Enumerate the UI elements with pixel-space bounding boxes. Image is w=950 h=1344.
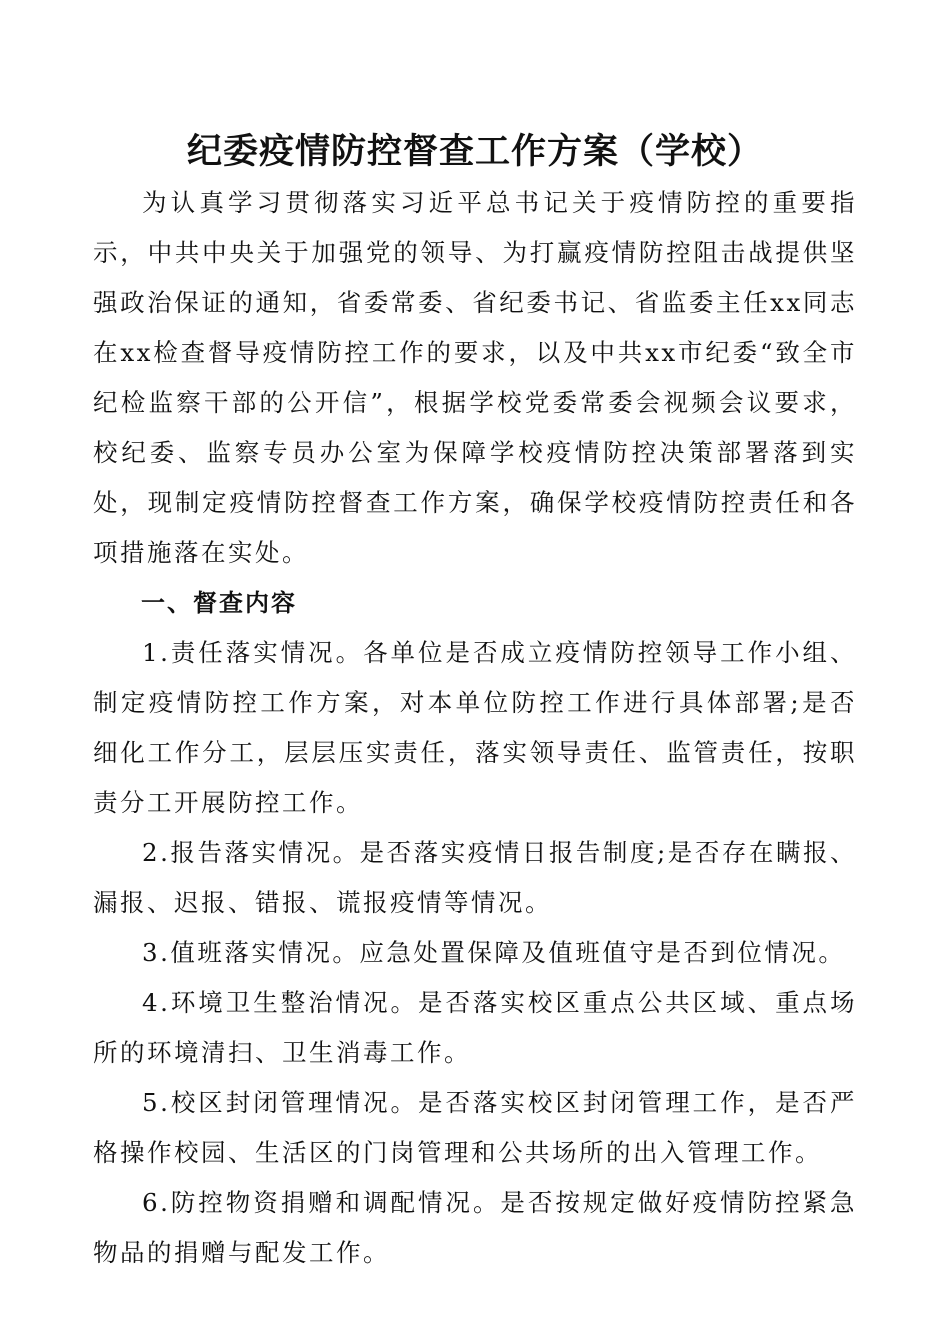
item-supplies: 6.防控物资捐赠和调配情况。是否按规定做好疫情防控紧急物品的捐赠与配发工作。	[93, 1188, 857, 1267]
document-body	[93, 178, 857, 1278]
item-duty: 3.值班落实情况。应急处置保障及值班值守是否到位情况。	[142, 938, 846, 967]
item-reporting: 2.报告落实情况。是否落实疫情日报告制度;是否存在瞒报、漏报、迟报、错报、谎报疫情等情况。	[93, 838, 857, 917]
item-campus-closure: 5.校区封闭管理情况。是否落实校区封闭管理工作，是否严格操作校园、生活区的门岗管理和公共场所的出入管理工作。	[93, 1088, 857, 1167]
intro-paragraph: 为认真学习贯彻落实习近平总书记关于疫情防控的重要指示，中共中央关于加强党的领导、为打赢疫情防控阻击战提供坚强政治保证的通知，省委常委、省纪委书记、省监委主任xx同志在xx检查督导疫情防控工作的要求，以及中共xx市纪委“致全市纪检监察干部的公开信”，根据学校党委常委会视频会议要求，校纪委、监察专员办公室为保障学校疫情防控决策部署落到实处，现制定疫情防控督查工作方案，确保学校疫情防控责任和各项措施落在实处。	[93, 188, 857, 567]
item-environment: 4.环境卫生整治情况。是否落实校区重点公共区域、重点场所的环境清扫、卫生消毒工作。	[93, 988, 857, 1067]
document-title: 纪委疫情防控督查工作方案（学校）	[186, 132, 763, 172]
section-heading-inspection-content: 一、督查内容	[141, 589, 297, 617]
item-responsibility: 1.责任落实情况。各单位是否成立疫情防控领导工作小组、制定疫情防控工作方案，对本单位防控工作进行具体部署;是否细化工作分工，层层压实责任，落实领导责任、监管责任，按职责分工开展防控工作。	[93, 638, 857, 817]
